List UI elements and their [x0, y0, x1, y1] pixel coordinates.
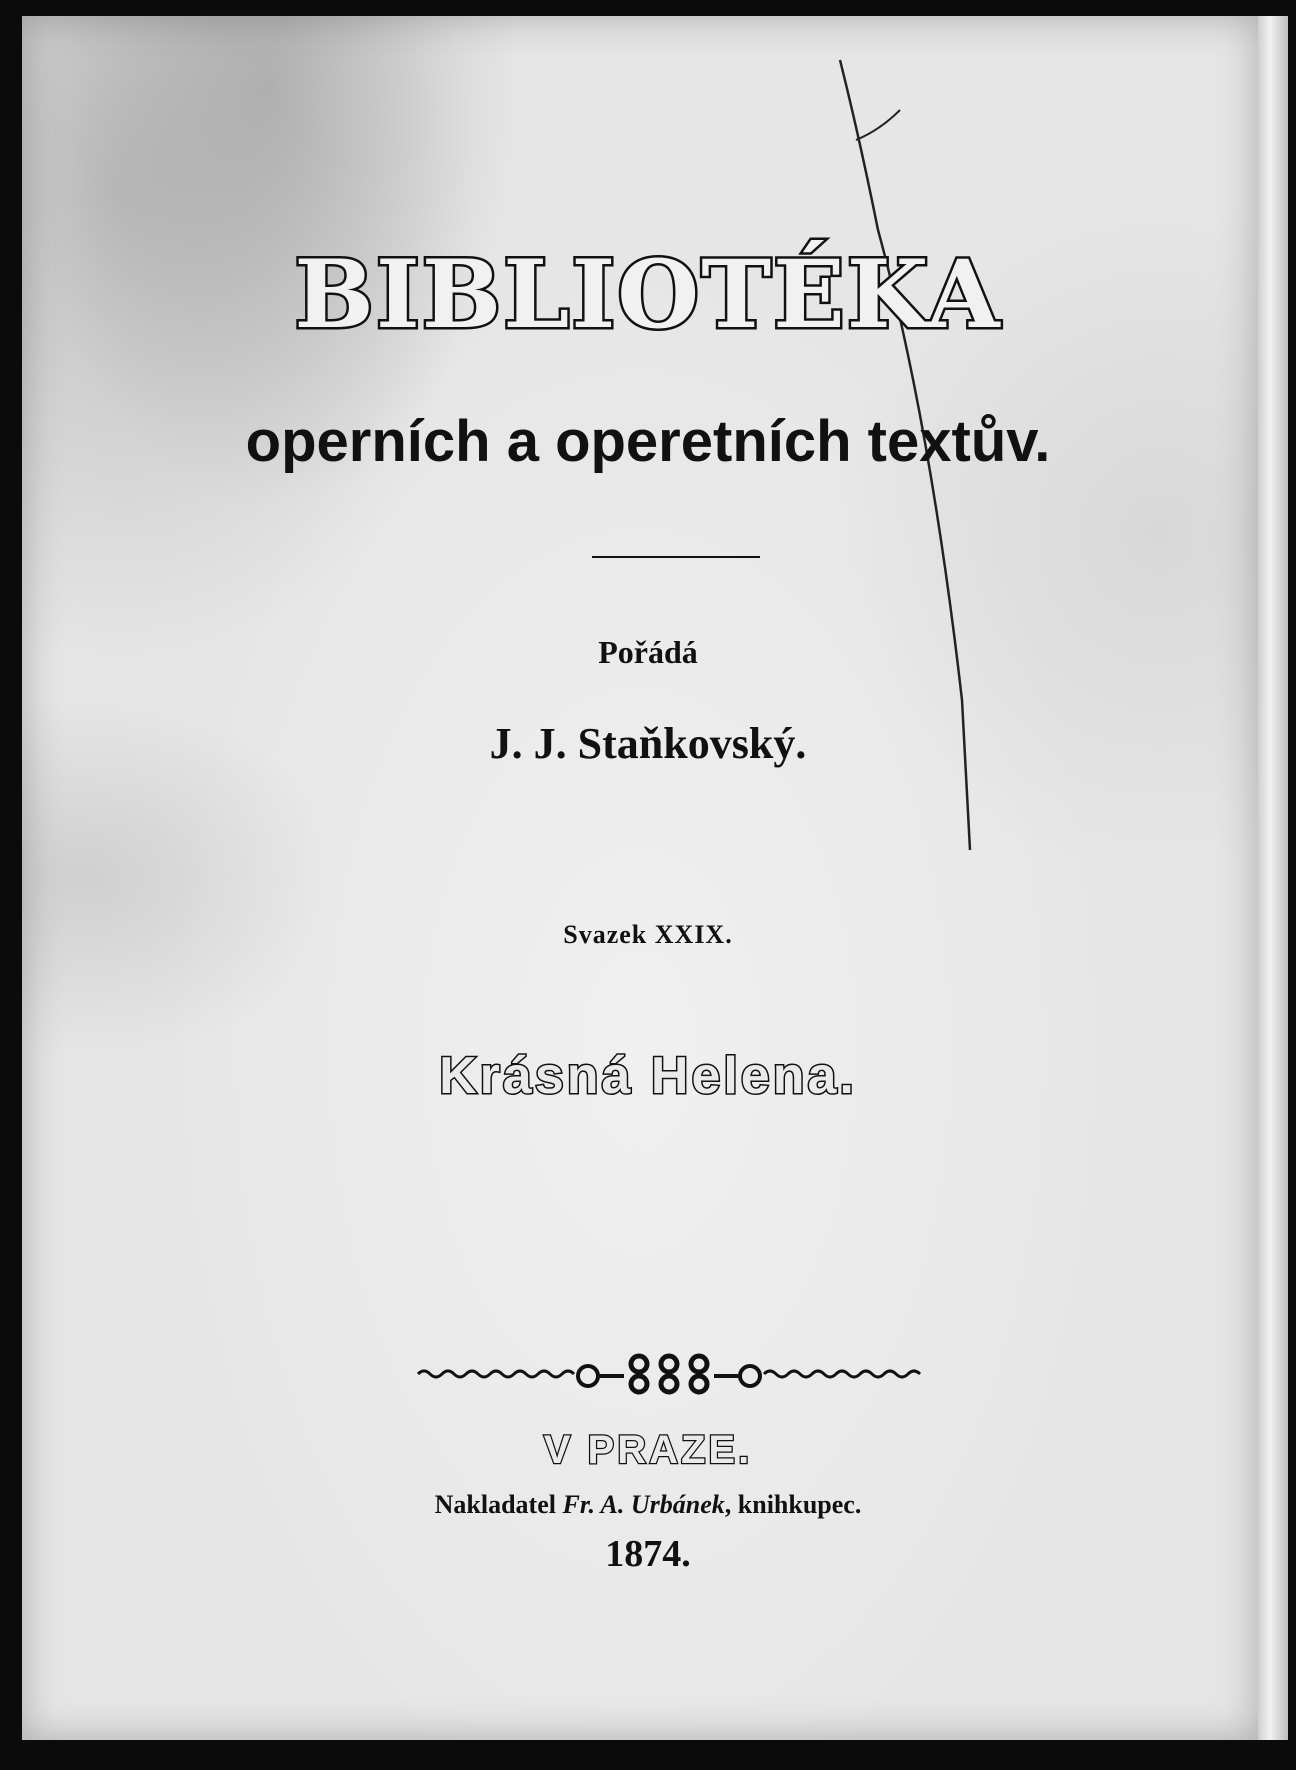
series-title: BIBLIOTÉKA [294, 240, 1002, 350]
publisher-suffix: , knihkupec. [724, 1490, 862, 1519]
publication-year: 1874. [605, 1533, 691, 1575]
series-subtitle: operních a operetních textův. [245, 409, 1051, 474]
edited-by-label: Pořádá [598, 634, 698, 670]
work-title: Krásná Helena. [439, 1047, 857, 1105]
publisher-name: Fr. A. Urbánek [562, 1490, 725, 1519]
publisher-prefix: Nakladatel [434, 1490, 556, 1519]
divider-rule [592, 556, 760, 558]
volume-number: Svazek XXIX. [563, 920, 733, 949]
ornament-divider [414, 1346, 924, 1400]
publisher-line [0, 1490, 1296, 1520]
place-of-publication: V PRAZE. [543, 1428, 753, 1472]
editor-name: J. J. Staňkovský. [489, 719, 807, 768]
